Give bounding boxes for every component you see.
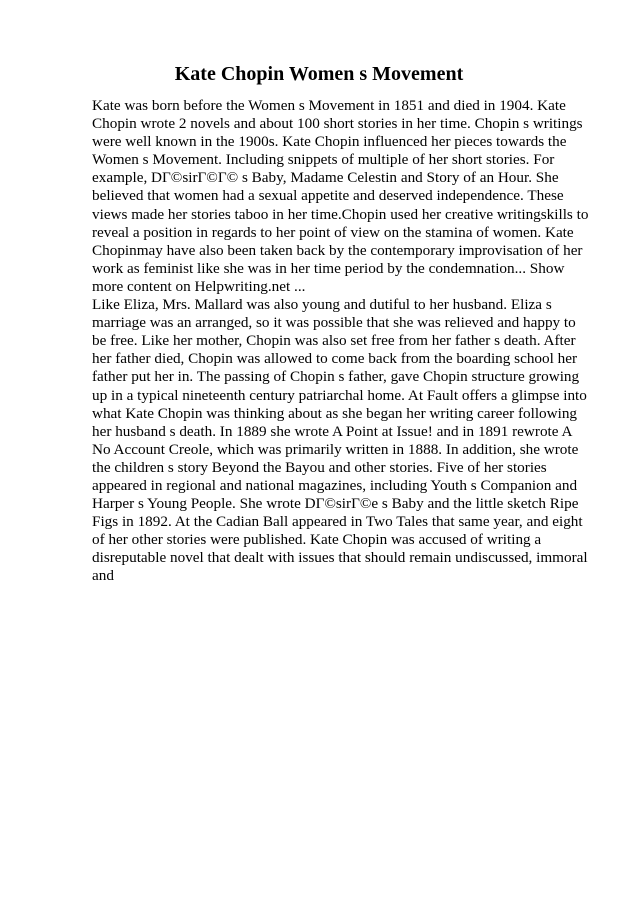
document-title: Kate Chopin Women s Movement: [174, 63, 464, 85]
paragraph-1: Kate was born before the Women s Movement in 1851 and died in 1904. Kate Chopin wrote 2 novels and about 100 short stories in her time. Chopin s writings were well known in the 1900s. Kate Chopin influenced her pieces towards the Women s Movement. Including snippets of multiple of her short stories. For example, DГ©sirГ©Г© s Baby, Madame Celestin and Story of an Hour. She believed that women had a sexual appetite and deserved independence. These views made her stories taboo in her time.Chopin used her creative writingskills to reveal a position in regards to her point of view on the stamina of women. Kate Chopinmay have also been taken back by the contemporary improvisation of her work as feminist like she was in her time period by the condemnation... Show more content on Helpwriting.net ...: [92, 97, 589, 295]
paragraph-2: Like Eliza, Mrs. Mallard was also young and dutiful to her husband. Eliza s marriage was an arranged, so it was possible that she was relieved and happy to be free. Like her mother, Chopin was also set free from her father s death. After her father died, Chopin was allowed to come back from the boarding school her father put her in. The passing of Chopin s father, gave Chopin structure growing up in a typical nineteenth century patriarchal home. At Fault offers a glimpse into what Kate Chopin was thinking about as she began her writing career following her husband s death. In 1889 she wrote A Point at Issue! and in 1891 rewrote A No Account Creole, which was primarily written in 1888. In addition, she wrote the children s story Beyond the Bayou and other stories. Five of her stories appeared in regional and national magazines, including Youth s Companion and Harper s Young People. She wrote DГ©sirГ©e s Baby and the little sketch Ripe Figs in 1892. At the Cadian Ball appeared in Two Tales that same year, and eight of her other stories were published. Kate Chopin was accused of writing a disreputable novel that dealt with issues that should remain undiscussed, immoral and: [92, 296, 588, 585]
